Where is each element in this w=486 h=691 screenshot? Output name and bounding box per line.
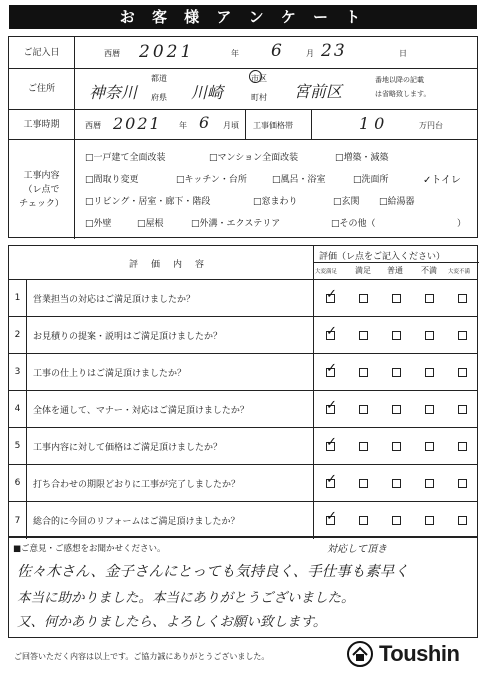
rating-check-mark: ✓	[326, 324, 337, 339]
question-text: 工事内容に対して価格はご満足頂けましたか？	[33, 442, 223, 453]
period-month-value: 6	[199, 113, 210, 132]
content-label	[9, 140, 75, 239]
page-title: お 客 様 ア ン ケ ー ト	[9, 5, 477, 29]
question-number: 7	[9, 502, 27, 539]
price-value: 10	[359, 114, 390, 133]
content-item[interactable]: □増築・減築	[335, 153, 389, 163]
row-divider	[313, 465, 314, 501]
rating-checkbox[interactable]	[359, 405, 368, 414]
rating-check-mark: ✓	[326, 398, 337, 413]
footer-text: ご回答いただく内容は以上です。ご協力誠にありがとうございました。	[14, 652, 270, 661]
rating-check-mark: ✓	[326, 509, 337, 524]
content-item[interactable]: □窓まわり	[253, 197, 298, 207]
rating-check-mark: ✓	[326, 472, 337, 487]
scale-label: 大変満足	[315, 269, 338, 275]
price-unit: 万円台	[419, 121, 443, 130]
address-prefecture: 神奈川	[89, 83, 138, 102]
address-note-1: 番地以降の記載	[375, 76, 424, 84]
question-number: 1	[9, 280, 27, 316]
evaluation-row	[9, 465, 477, 502]
rating-checkbox[interactable]	[359, 294, 368, 303]
address-city: 川崎	[191, 83, 224, 102]
evaluation-row	[9, 354, 477, 391]
question-text: お見積りの提案・説明はご満足頂けましたか？	[33, 331, 223, 342]
row-divider	[313, 317, 314, 353]
address-city-circle	[249, 70, 262, 83]
scale-label: 普通	[387, 266, 403, 275]
evaluation-row	[9, 391, 477, 428]
question-text: 全体を通して、マナー・対応はご満足頂けましたか？	[33, 405, 249, 416]
row-divider	[313, 280, 314, 316]
evaluation-row	[9, 428, 477, 465]
rating-check-mark: ✓	[326, 287, 337, 302]
question-text: 工事の仕上りはご満足頂けましたか？	[33, 368, 187, 379]
evaluation-header	[9, 246, 477, 280]
evaluation-header-right: 評価（レ点をご記入ください）	[319, 252, 446, 262]
content-item[interactable]: □リビング・居室・廊下・階段	[85, 197, 211, 207]
address-todo-label: 都道	[151, 74, 167, 83]
address-row	[9, 69, 477, 110]
date-year-value: 2021	[139, 42, 195, 62]
content-label-2: （レ点で	[23, 184, 60, 195]
comment-line-2: 本当に助かりました。本当にありがとうございました。	[17, 590, 355, 606]
rating-checkbox[interactable]	[392, 331, 401, 340]
rating-checkbox[interactable]	[425, 368, 434, 377]
question-number: 2	[9, 317, 27, 353]
rating-checkbox[interactable]	[458, 294, 467, 303]
evaluation-row	[9, 502, 477, 539]
address-ward: 宮前区	[294, 82, 343, 101]
address-choson-label: 町村	[251, 93, 267, 102]
house-logo-icon	[347, 641, 373, 667]
address-shiku-label: 市区	[251, 74, 267, 83]
date-month-unit: 月	[306, 49, 314, 58]
content-label-1: 工事内容	[23, 170, 60, 181]
content-item-checked[interactable]: ✓トイレ	[423, 175, 461, 186]
date-year-unit: 年	[231, 49, 239, 58]
date-label: ご記入日	[9, 37, 75, 68]
content-item[interactable]: □その他（	[331, 219, 376, 229]
evaluation-row	[9, 280, 477, 317]
rating-checkbox[interactable]	[425, 331, 434, 340]
address-fuken-label: 府県	[151, 93, 167, 102]
content-item-close: ）	[457, 219, 467, 229]
period-year-value: 2021	[113, 114, 162, 133]
question-number: 5	[9, 428, 27, 464]
rating-checkbox[interactable]	[458, 368, 467, 377]
rating-check-mark: ✓	[326, 361, 337, 376]
period-month-unit: 月頃	[223, 121, 239, 130]
rating-checkbox[interactable]	[458, 442, 467, 451]
question-text: 打ち合わせの期限どおりに工事が完了しましたか？	[33, 479, 241, 490]
row-divider	[313, 354, 314, 390]
rating-checkbox[interactable]	[359, 479, 368, 488]
period-era: 西暦	[85, 121, 101, 130]
rating-checkbox[interactable]	[359, 442, 368, 451]
content-row	[9, 140, 477, 239]
rating-checkbox[interactable]	[359, 331, 368, 340]
content-item[interactable]: □屋根	[137, 219, 164, 229]
content-label-3: チェック）	[19, 198, 64, 209]
rating-checkbox[interactable]	[425, 405, 434, 414]
date-month-value: 6	[271, 41, 282, 61]
rating-check-mark: ✓	[326, 435, 337, 450]
content-item[interactable]: □外溝・エクステリア	[191, 219, 281, 229]
date-era: 西暦	[104, 49, 120, 58]
row-divider	[313, 428, 314, 464]
company-logo	[347, 641, 459, 667]
question-text: 総合的に今回のリフォームはご満足頂けましたか？	[33, 517, 240, 527]
evaluation-table	[8, 245, 478, 537]
content-item[interactable]: □玄関	[333, 197, 360, 207]
scale-label: 大変不満	[448, 269, 471, 275]
rating-checkbox[interactable]	[458, 516, 467, 525]
comment-line-3: 又、何かありましたら、よろしくお願い致します。	[17, 614, 327, 630]
evaluation-header-left: 評 価 内 容	[129, 260, 207, 270]
rating-checkbox[interactable]	[458, 331, 467, 340]
address-note-2: は省略致します。	[375, 90, 431, 98]
date-day-value: 23	[321, 41, 347, 61]
period-label: 工事時期	[9, 110, 75, 139]
rating-checkbox[interactable]	[392, 294, 401, 303]
content-item[interactable]: □マンション全面改装	[209, 153, 299, 163]
rating-checkbox[interactable]	[392, 516, 401, 525]
content-item[interactable]: □一戸建て全面改装	[85, 153, 166, 163]
rating-checkbox[interactable]	[458, 479, 467, 488]
rating-checkbox[interactable]	[425, 516, 434, 525]
rating-checkbox[interactable]	[359, 516, 368, 525]
evaluation-row	[9, 317, 477, 354]
rating-checkbox[interactable]	[425, 294, 434, 303]
content-item[interactable]: □給湯器	[379, 197, 415, 207]
rating-checkbox[interactable]	[425, 442, 434, 451]
comment-line-1: 佐々木さん、金子さんにとっても気持良く、手仕事も素早く	[17, 564, 409, 580]
period-divider	[245, 110, 246, 139]
question-number: 4	[9, 391, 27, 427]
price-label: 工事価格帯	[253, 121, 293, 130]
address-label: ご住所	[9, 69, 75, 109]
question-number: 6	[9, 465, 27, 501]
row-divider	[313, 391, 314, 427]
content-item[interactable]: □風呂・浴室	[272, 175, 326, 185]
rating-checkbox[interactable]	[458, 405, 467, 414]
brand-name: Toushin	[379, 641, 460, 666]
rating-checkbox[interactable]	[392, 368, 401, 377]
scale-label: 満足	[355, 266, 371, 275]
row-divider	[313, 502, 314, 539]
content-item[interactable]: □洗面所	[353, 175, 389, 185]
rating-checkbox[interactable]	[425, 479, 434, 488]
content-item[interactable]: □外壁	[85, 219, 112, 229]
comment-box	[8, 537, 478, 638]
rating-checkbox[interactable]	[392, 405, 401, 414]
customer-info-table	[8, 36, 478, 238]
date-row	[9, 37, 477, 69]
content-item[interactable]: □間取り変更	[85, 175, 139, 185]
header-subdivider	[313, 262, 479, 263]
comment-prompt: ■ご意見・ご感想をお聞かせください。	[13, 544, 166, 554]
period-year-unit: 年	[179, 121, 187, 130]
rating-checkbox[interactable]	[359, 368, 368, 377]
rating-checkbox[interactable]	[392, 442, 401, 451]
period-row	[9, 110, 477, 140]
scale-label: 不満	[421, 266, 437, 275]
question-number: 3	[9, 354, 27, 390]
content-item[interactable]: □キッチン・台所	[176, 175, 247, 185]
rating-checkbox[interactable]	[392, 479, 401, 488]
comment-insert: 対応して頂き	[327, 544, 387, 555]
date-day-unit: 日	[399, 49, 407, 58]
question-text: 営業担当の対応はご満足頂けましたか？	[33, 294, 196, 305]
price-divider	[311, 110, 312, 139]
